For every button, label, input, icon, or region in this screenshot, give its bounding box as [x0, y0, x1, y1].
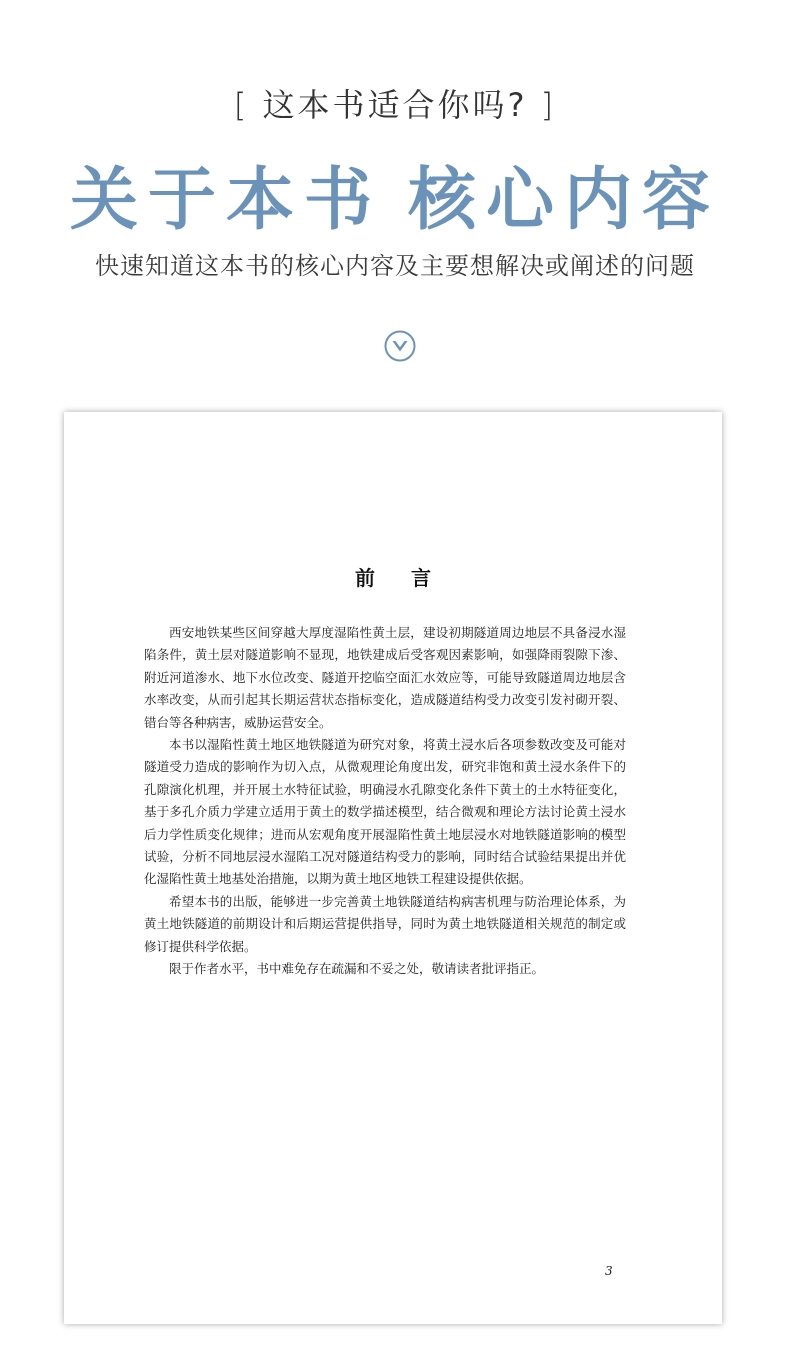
subtitle: 快速知道这本书的核心内容及主要想解决或阐述的问题 [95, 252, 695, 280]
kicker-text: 这本书适合你吗? [262, 86, 528, 124]
preface-paragraph: 希望本书的出版，能够进一步完善黄土地铁隧道结构病害机理与防治理论体系，为黄土地铁隧道的前期设计和后期运营提供指导，同时为黄土地铁隧道相关规范的制定或修订提供科学依据。 [144, 893, 626, 954]
preface-paragraph: 西安地铁某些区间穿越大厚度湿陷性黄土层，建设初期隧道周边地层不具备浸水湿陷条件，黄土层对隧道影响不显现，地铁建成后受客观因素影响，如强降雨裂隙下渗、附近河道渗水、地下水位改变、隧道开挖临空面汇水效应等，可能导致隧道周边地层含水率改变，从而引起其长期运营状态指标变化，造成隧道结构受力改变引发衬砌开裂、错台等各种病害，威胁运营安全。 [144, 625, 626, 730]
page-title [0, 146, 790, 243]
preface-heading: 前言 [355, 566, 467, 590]
kicker-close-bracket: ] [540, 86, 557, 124]
preface-body [144, 622, 626, 981]
header-section [0, 0, 790, 400]
kicker-open-bracket: [ [233, 86, 250, 124]
book-page [64, 412, 722, 1324]
chevron-down-circle-icon[interactable] [384, 330, 416, 362]
preface-paragraph: 限于作者水平，书中难免存在疏漏和不妥之处，敬请读者批评指正。 [169, 961, 545, 977]
kicker-line [0, 80, 790, 126]
title-part-1: 关于本书 [69, 160, 382, 240]
title-part-2: 核心内容 [408, 160, 721, 240]
preface-paragraph: 本书以湿陷性黄土地区地铁隧道为研究对象，将黄土浸水后各项参数改变及可能对隧道受力造成的影响作为切入点，从微观理论角度出发，研究非饱和黄土浸水条件下的孔隙演化机理，并开展土水特征试验，明确浸水孔隙变化条件下黄土的土水特征变化，基于多孔介质力学建立适用于黄土的数学描述模型，结合微观和理论方法讨论黄土浸水后力学性质变化规律；进而从宏观角度开展湿陷性黄土地层浸水对地铁隧道影响的模型试验，分析不同地层浸水湿陷工况对隧道结构受力的影响，同时结合试验结果提出并优化湿陷性黄土地基处治措施，以期为黄土地区地铁工程建设提供依据。 [144, 737, 626, 887]
page-number: 3 [605, 1264, 613, 1278]
